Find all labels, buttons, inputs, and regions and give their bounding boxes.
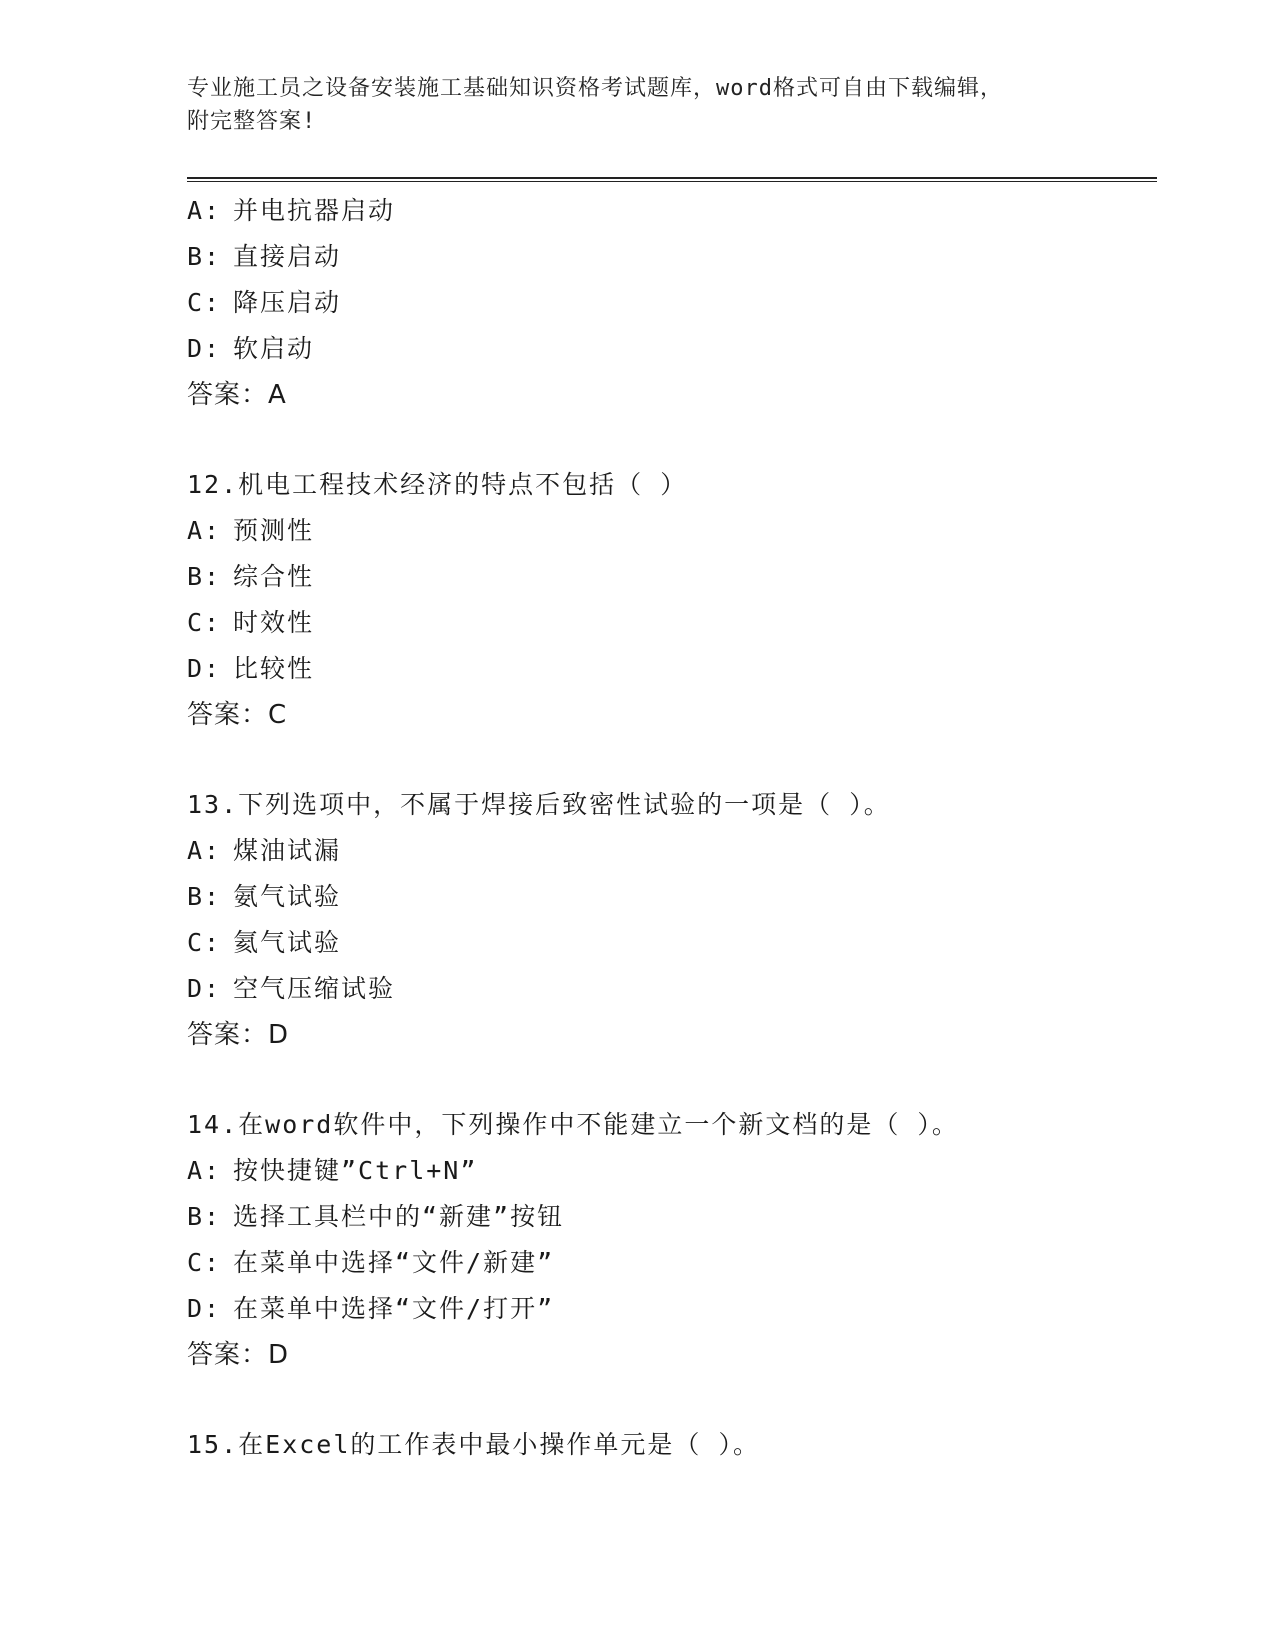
spacer: [187, 418, 1157, 462]
spacer: [187, 1378, 1157, 1422]
option-b: B: 直接启动: [187, 242, 342, 271]
option-c: C: 降压启动: [187, 288, 342, 317]
option-c: C: 氦气试验: [187, 928, 342, 957]
option-a: A: 按快捷键”Ctrl+N”: [187, 1156, 478, 1185]
header-line-2: 附完整答案!: [187, 109, 317, 134]
question-15: [187, 1422, 1157, 1468]
option-d: D: 空气压缩试验: [187, 974, 396, 1003]
question-12: [187, 462, 1157, 738]
option-b: B: 综合性: [187, 562, 315, 591]
header-line-1: 专业施工员之设备安装施工基础知识资格考试题库，word格式可自由下载编辑，: [187, 76, 1003, 101]
question-list: [187, 188, 1157, 1468]
answer-line: 答案：A: [187, 380, 287, 410]
question-stem: 13.下列选项中，不属于焊接后致密性试验的一项是（ ）。: [187, 790, 891, 819]
question-stem: 15.在Excel的工作表中最小操作单元是（ ）。: [187, 1430, 760, 1459]
question-stem: 12.机电工程技术经济的特点不包括（ ）: [187, 470, 688, 499]
question-stem: 14.在word软件中，下列操作中不能建立一个新文档的是（ ）。: [187, 1110, 959, 1139]
answer-line: 答案：D: [187, 1340, 290, 1370]
question-13: [187, 782, 1157, 1058]
option-a: A: 并电抗器启动: [187, 196, 396, 225]
header-divider: [187, 177, 1157, 182]
option-c: C: 时效性: [187, 608, 315, 637]
option-d: D: 在菜单中选择“文件/打开”: [187, 1294, 555, 1323]
question-14: [187, 1102, 1157, 1378]
option-a: A: 煤油试漏: [187, 836, 342, 865]
answer-line: 答案：D: [187, 1020, 290, 1050]
option-a: A: 预测性: [187, 516, 315, 545]
option-b: B: 选择工具栏中的“新建”按钮: [187, 1202, 565, 1231]
option-c: C: 在菜单中选择“文件/新建”: [187, 1248, 555, 1277]
spacer: [187, 738, 1157, 782]
option-d: D: 软启动: [187, 334, 315, 363]
option-d: D: 比较性: [187, 654, 315, 683]
spacer: [187, 1058, 1157, 1102]
option-b: B: 氨气试验: [187, 882, 342, 911]
answer-line: 答案：C: [187, 700, 288, 730]
document-header: [187, 72, 1087, 138]
question-11: [187, 188, 1157, 418]
